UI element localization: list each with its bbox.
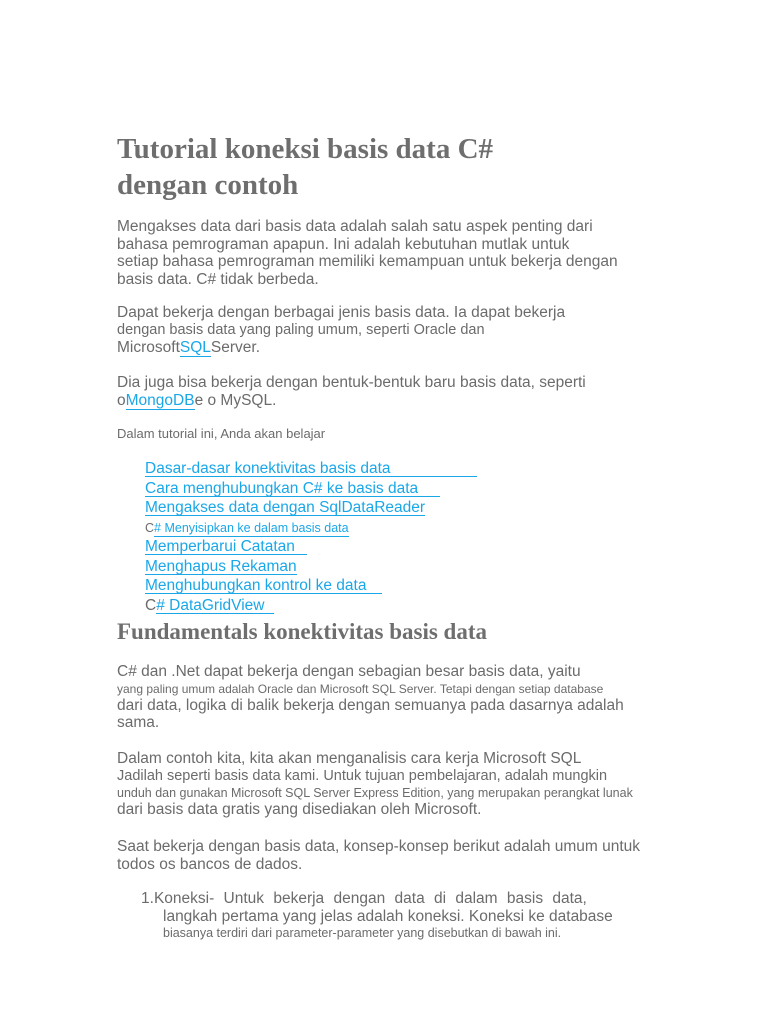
- title-line-1: Tutorial koneksi basis data C#: [117, 133, 494, 165]
- list-item: [142, 480, 477, 500]
- list-item: [142, 460, 477, 480]
- concepts-paragraph: [117, 838, 640, 873]
- text-line: biasanya terdiri dari parameter-parameter yang disebutkan di bawah ini.: [163, 926, 562, 940]
- toc-link-update[interactable]: Memperbarui Catatan: [145, 539, 307, 555]
- list-item: [142, 558, 477, 578]
- text-line: MicrosoftSQLServer.: [117, 339, 260, 356]
- text-line: todos os bancos de dados.: [117, 855, 303, 873]
- example-paragraph: [117, 750, 633, 819]
- text-line: dari basis data gratis yang disediakan oleh Microsoft.: [117, 801, 482, 818]
- list-item: [142, 499, 477, 519]
- toc-link-basics[interactable]: Dasar-dasar konektivitas basis data: [145, 461, 477, 477]
- page-title: [117, 131, 493, 203]
- text-line: Mengakses data dari basis data adalah salah satu aspek penting dari: [117, 218, 593, 235]
- text-line: oMongoDBe o MySQL.: [117, 391, 277, 409]
- table-of-contents: [142, 460, 477, 616]
- list-item: [142, 538, 477, 558]
- text-line: Jadilah seperti basis data kami. Untuk tujuan pembelajaran, adalah mungkin: [117, 767, 608, 784]
- mongodb-link[interactable]: MongoDB: [125, 391, 195, 409]
- list-item: C# DataGridView: [142, 597, 477, 617]
- numbered-list-item: [141, 890, 613, 943]
- list-item: C# Menyisipkan ke dalam basis data: [145, 520, 349, 535]
- text-line: setiap bahasa pemrograman memiliki kemampuan untuk bekerja dengan: [117, 253, 618, 270]
- text-line: Dapat bekerja dengan berbagai jenis basis data. Ia dapat bekerja: [117, 304, 566, 321]
- text-line: Saat bekerja dengan basis data, konsep-konsep berikut adalah umum untuk: [117, 838, 641, 855]
- text-line: sama.: [117, 714, 160, 731]
- toc-intro: Dalam tutorial ini, Anda akan belajar: [117, 426, 326, 441]
- new-databases-paragraph: [117, 374, 586, 409]
- text-line: langkah pertama yang jelas adalah koneksi. Koneksi ke database: [163, 907, 613, 925]
- text-line: unduh dan gunakan Microsoft SQL Server Express Edition, yang merupakan perangkat lunak: [117, 786, 633, 800]
- text-line: C# dan .Net dapat bekerja dengan sebagian besar basis data, yaitu: [117, 663, 581, 680]
- section-heading: Fundamentals konektivitas basis data: [117, 619, 487, 644]
- text-line: yang paling umum adalah Oracle dan Microsoft SQL Server. Tetapi dengan setiap database: [117, 681, 604, 696]
- fundamentals-paragraph: [117, 663, 624, 732]
- sql-link[interactable]: SQL: [179, 339, 211, 356]
- intro-paragraph: [117, 218, 618, 288]
- list-number: 1.: [141, 890, 154, 907]
- title-line-2: dengan contoh: [117, 169, 299, 201]
- text-line: bahasa pemrograman apapun. Ini adalah kebutuhan mutlak untuk: [117, 235, 570, 253]
- text-line: dengan basis data yang paling umum, seperti Oracle dan: [117, 321, 485, 338]
- toc-link-insert[interactable]: # Menyisipkan ke dalam basis data: [154, 520, 349, 535]
- toc-link-connect[interactable]: Cara menghubungkan C# ke basis data: [145, 481, 440, 497]
- text-line: basis data. C# tidak berbeda.: [117, 270, 319, 288]
- text-line: 1.Koneksi- Untuk bekerja dengan data di dalam basis data,: [141, 890, 587, 907]
- text-line: dari data, logika di balik bekerja dengan semuanya pada dasarnya adalah: [117, 696, 624, 714]
- text-line: Dalam contoh kita, kita akan menganalisis cara kerja Microsoft SQL: [117, 750, 582, 767]
- toc-link-datagridview[interactable]: # DataGridView: [156, 598, 274, 614]
- toc-link-delete[interactable]: Menghapus Rekaman: [145, 557, 297, 575]
- toc-link-controls[interactable]: Menghubungkan kontrol ke data: [145, 578, 382, 594]
- list-item: [142, 577, 477, 597]
- databases-paragraph: [117, 304, 565, 357]
- toc-link-sqldatareader[interactable]: Mengakses data dengan SqlDataReader: [145, 499, 426, 516]
- text-line: Dia juga bisa bekerja dengan bentuk-bentuk baru basis data, seperti: [117, 374, 586, 391]
